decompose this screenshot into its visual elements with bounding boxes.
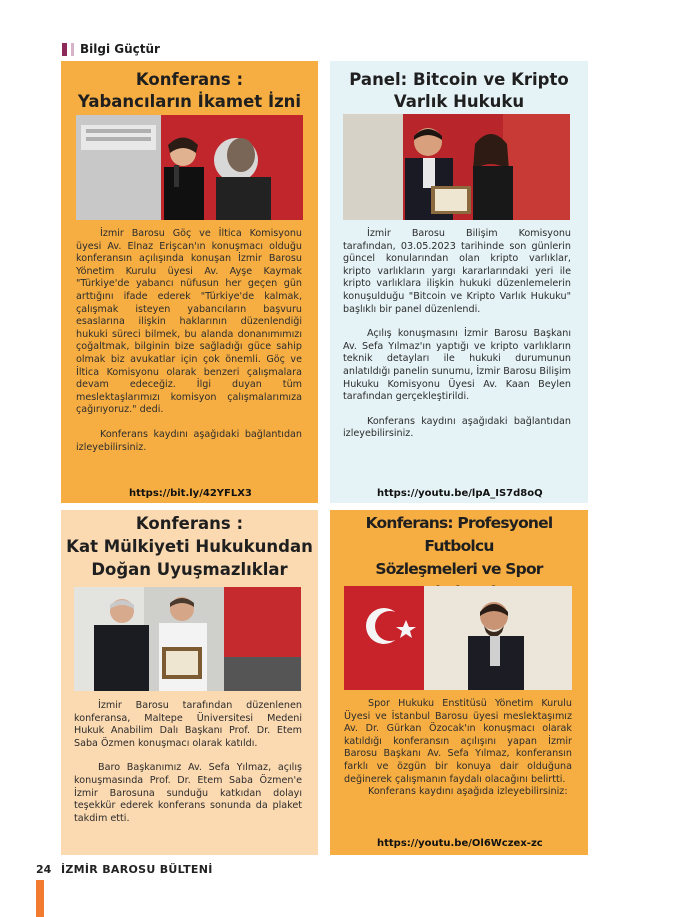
card-bitcoin-kripto	[330, 61, 588, 503]
title-line: Varlık Hukuku	[393, 92, 525, 111]
card-title	[61, 61, 318, 113]
recording-link[interactable]: https://youtu.be/lpA_IS7d8oQ	[377, 488, 543, 499]
body-paragraph: Konferans kaydını aşağıdaki bağlantıdan izleyebilirsiniz.	[76, 428, 302, 453]
title-line: Kat Mülkiyeti Hukukundan	[66, 537, 313, 556]
section-marker-light	[71, 43, 74, 56]
body-paragraph: Spor Hukuku Enstitüsü Yönetim Kurulu Üyesi ve İstanbul Barosu üyesi meslektaşımız Av. Dr. Gürkan Özocak'ın konuşmacı olarak katıldığı konferansın açılışını yapan İzmir Barosu Başkanı Av. Sefa Yılmaz, konferansın farklı ve özgün bir konuya dair olduğuna değinerek çalışmanın faydalı olacağını belirtti.	[344, 698, 572, 785]
title-line: Konferans :	[135, 70, 244, 89]
title-line: Yabancıların İkamet İzni	[77, 92, 302, 111]
body-paragraph: İzmir Barosu tarafından düzenlenen konferansa, Maltepe Üniversitesi Medeni Hukuk Anabilim Dalı Başkanı Prof. Dr. Etem Saba Özmen konuşmacı olarak katıldı.	[74, 700, 302, 749]
card-title	[330, 61, 588, 113]
plaque-photo	[74, 587, 301, 691]
body-paragraph: Baro Başkanımız Av. Sefa Yılmaz, açılış konuşmasında Prof. Dr. Etem Saba Özmen'e İzmir Barosuna sunduğu katkıdan dolayı teşekkür ederek konferans sonunda da plaket takdim etti.	[74, 762, 302, 824]
section-marker	[62, 43, 67, 56]
body-paragraph: İzmir Barosu Bilişim Komisyonu tarafından, 03.05.2023 tarihinde son günlerin güncel konularından olan kripto varlıklar, kripto varlıkların yargı kararlarındaki yeri ile kripto varlıklara ilişkin hukuki düzenlemelerin konuşulduğu "Bitcoin ve Kripto Varlık Hukuku" başlıklı bir panel düzenlendi.	[343, 228, 571, 315]
body-paragraph: Konferans kaydını aşağıdaki bağlantıdan izleyebilirsiniz.	[343, 415, 571, 440]
panel-photo	[343, 114, 570, 220]
card-title	[61, 510, 318, 581]
footer-accent-bar	[36, 880, 44, 917]
section-title: Bilgi Güçtür	[80, 42, 160, 56]
recording-link[interactable]: https://youtu.be/Ol6Wczex-zc	[377, 838, 543, 849]
card-kat-mulkiyeti	[61, 510, 318, 855]
card-body	[76, 228, 302, 454]
card-body	[343, 228, 571, 441]
title-line: Panel: Bitcoin ve Kripto	[349, 70, 569, 89]
card-yabancilar-ikamet	[61, 61, 318, 503]
body-paragraph: Açılış konuşmasını İzmir Barosu Başkanı Av. Sefa Yılmaz'ın yaptığı ve kripto varlıkların teknik detayları ile hukuki durumunun anlatıldığı panelin sunumu, İzmir Barosu Bilişim Hukuku Komisyonu Üyesi Av. Kaan Beylen tarafından gerçekleştirildi.	[343, 328, 571, 403]
recording-link[interactable]: https://bit.ly/42YFLX3	[129, 488, 252, 499]
speaker-photo	[344, 586, 572, 690]
publication-title: İZMİR BAROSU BÜLTENİ	[61, 863, 213, 876]
section-label	[62, 42, 160, 56]
body-paragraph: İzmir Barosu Göç ve İltica Komisyonu üyesi Av. Elnaz Erişcan'ın konuşmacı olduğu konferansın açılışında konuşan İzmir Barosu Yönetim Kurulu üyesi Av. Ayşe Kaymak "Türkiye'de yabancı nüfusun her geçen gün arttığını ifade ederek "Türkiye'de kalmak, çalışmak isteyen yabancıların başvuru esaslarına ilişkin haklarının düzenlendiği hukuki süreci bilmek, bu alanda donanımımızı çoğaltmak, bilginin bize sağladığı güce sahip olmak biz avukatlar için çok önemli. Göç ve İltica Komisyonu olarak benzeri çalışmalara devam edeceğiz. İlgi duyan tüm meslektaşlarımızı komisyon çalışmalarımıza çağırıyoruz." dedi.	[76, 228, 302, 416]
card-spor-hukuku	[330, 510, 588, 855]
card-body	[74, 700, 302, 825]
page-number: 24	[36, 863, 52, 876]
conference-photo	[76, 115, 303, 220]
title-line: Doğan Uyuşmazlıklar	[91, 560, 288, 579]
title-line: Konferans: Profesyonel Futbolcu	[365, 514, 553, 555]
title-line: Konferans :	[135, 514, 244, 533]
body-paragraph: Konferans kaydını aşağıda izleyebilirsiniz:	[368, 786, 568, 798]
title-line: Sözleşmeleri ve Spor	[375, 560, 543, 578]
card-body	[344, 698, 572, 799]
